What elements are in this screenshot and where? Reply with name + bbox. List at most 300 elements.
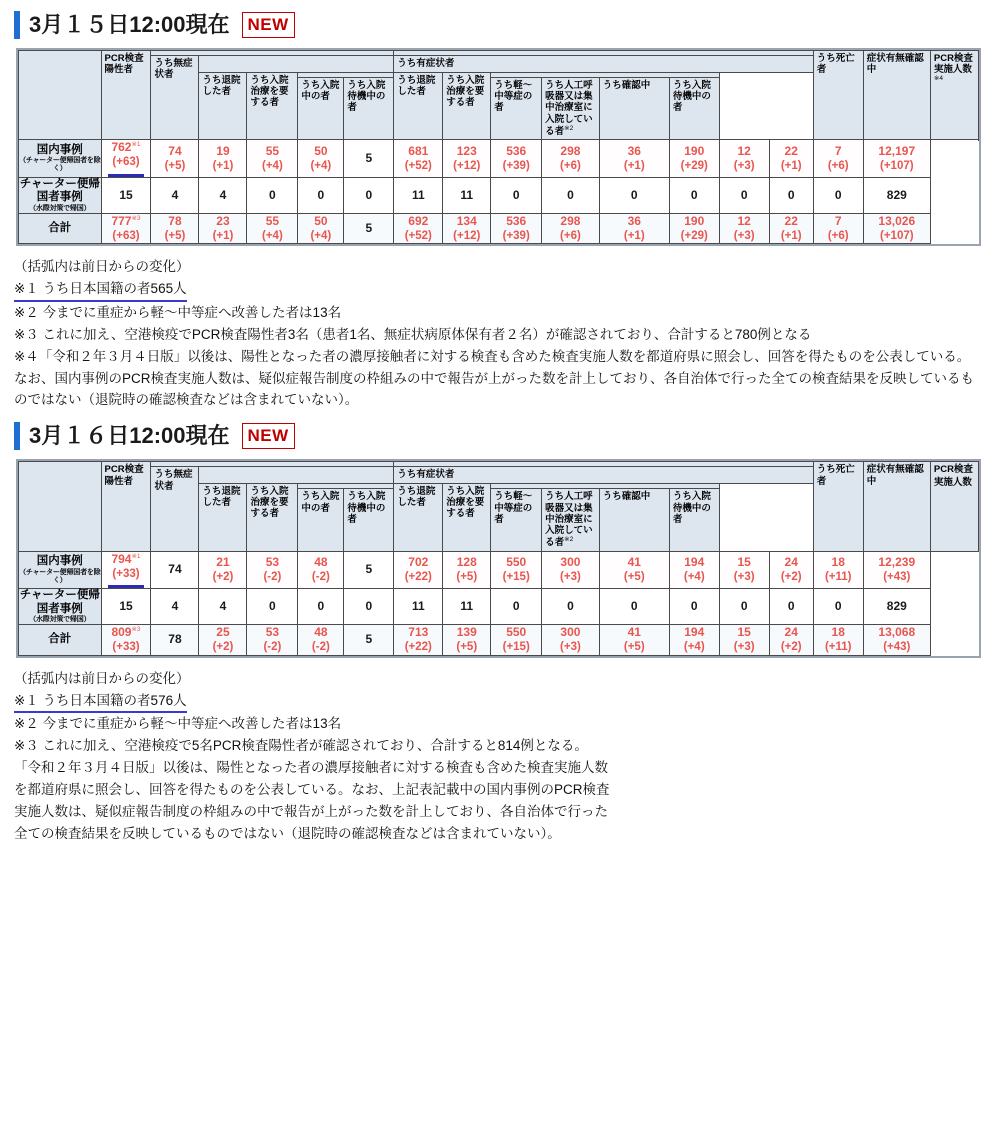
data-cell [151,588,199,624]
cell-number: 13,026 [878,213,916,228]
new-badge: NEW [242,423,295,449]
data-cell [719,177,769,213]
cell-value [394,214,442,229]
data-cell [247,625,298,655]
header-sym-mild-label: うち軽～中等症の者 [494,79,533,114]
data-cell [394,140,443,177]
header-asym-inpatient-label: うち入院治療を要する者 [250,485,289,520]
cell-delta: (+22) [404,571,432,583]
data-cell [813,588,863,624]
cell-value [247,555,297,570]
data-cell [101,551,151,588]
cell-number: 36 [627,143,641,158]
cell-number: 12,239 [878,555,916,569]
cell-value [670,599,719,614]
header-sym-severe-footnote-marker: ※2 [564,124,574,132]
cell-value [443,144,490,159]
cell-number: 0 [690,187,698,202]
data-cell [719,213,769,243]
header-sym-discharged-label: うち退院した者 [397,485,436,509]
header-pcr-tested-label: PCR検査実施人数 [933,53,973,76]
header-sym-inpatient [443,72,491,140]
cell-value [344,632,393,647]
cell-value [298,599,343,614]
cell-value [102,188,151,203]
row-label-total [19,625,102,655]
cell-delta: (+2) [212,641,234,654]
cell-number: 53 [265,555,280,569]
cell-number: 48 [314,555,328,569]
cell-value [720,599,769,614]
data-cell [599,177,669,213]
cell-value [770,599,813,614]
cell-number: 74 [168,143,182,158]
data-cell [491,551,542,588]
data-cell [813,177,863,213]
data-cell [199,140,247,177]
data-cell [719,551,769,588]
header-sym-checking-label: うち確認中 [602,491,651,503]
cell-value [394,625,442,640]
cell-delta: (+6) [560,159,581,172]
data-cell [669,551,719,588]
cell-value [670,625,719,640]
cell-number: 0 [834,599,842,614]
cell-value [443,555,490,570]
cell-number: 702 [408,555,429,569]
cell-value [151,632,198,647]
cell-number: 0 [567,599,574,614]
header-deaths [813,51,863,140]
header-pcr-positive [101,51,151,140]
cell-number: 50 [314,143,328,158]
data-cell [344,177,394,213]
row-label-domestic [19,551,102,588]
cell-value [670,214,719,229]
header-sym-severe-footnote-marker: ※2 [564,536,574,544]
header-asym-sub-blank [199,56,394,73]
cell-number: 19 [216,143,230,158]
header-deaths-label: うち死亡者 [816,53,855,76]
row-label-main: 国内事例 [36,554,83,567]
data-cell [863,177,930,213]
cell-number: 0 [317,187,325,202]
row-label-sub: （チャーター便帰国者を除く） [19,157,101,173]
data-cell [542,551,600,588]
cell-value [864,599,930,614]
header-pcr-positive-label: PCR検査陽性者 [104,464,144,487]
cell-number: 13,068 [878,625,916,640]
cell-delta: (+1) [780,159,802,172]
row-label-main: チャーター便帰国者事例 [19,177,100,204]
data-cell [863,551,930,588]
cell-delta: (+11) [824,571,852,583]
cell-delta: (+6) [560,229,581,242]
cell-value [670,144,719,159]
header-asym-hospitalized-label: うち入院中の者 [301,491,340,514]
cell-number: 36 [627,213,641,228]
cell-value [670,188,719,203]
cell-number: 0 [787,187,795,202]
header-sym-inpatient [443,483,491,551]
cell-number: 5 [365,221,373,236]
cell-delta: (+39) [502,159,530,172]
cell-number: 794 [111,551,132,566]
header-unconfirmed-label: 症状有無確認中 [866,464,924,487]
cell-number: 0 [690,599,698,614]
cell-delta: (-2) [311,641,330,654]
cell-delta: (+3) [733,229,755,242]
data-cell [101,140,151,177]
footnote-line: （括弧内は前日からの変化） [14,259,190,275]
cell-number: 0 [630,599,638,614]
header-corner-blank [19,51,102,140]
cell-value [720,555,769,570]
header-unconfirmed [863,51,930,140]
header-corner-blank [19,462,102,551]
data-cell [669,140,719,177]
cell-delta: (+4) [310,159,332,172]
data-cell [394,213,443,243]
cell-value [344,188,393,203]
cell-number: 0 [269,187,276,202]
data-cell [669,625,719,655]
data-cell [247,588,298,624]
cell-delta: (+1) [212,159,234,172]
stats-table-wrapper-mar15 [16,48,981,246]
data-cell [199,625,247,655]
cell-delta: (+1) [212,229,234,242]
cell-number: 15 [119,187,133,202]
cell-delta: (+11) [824,641,852,654]
cell-number: 829 [886,599,907,614]
footnote-line: （括弧内は前日からの変化） [14,670,190,686]
cell-value [443,214,490,229]
data-cell [542,588,600,624]
cell-number: 24 [784,555,798,569]
cell-number: 0 [834,187,842,202]
header-sym-discharged-label: うち退院した者 [397,74,436,97]
cell-number: 4 [219,187,227,202]
data-cell [813,625,863,655]
cell-number: 300 [560,555,581,569]
row-label-sub: （水際対策で帰国） [29,205,91,213]
cell-number: 0 [740,599,748,614]
data-cell [443,588,491,624]
data-cell [769,625,813,655]
cell-delta: (-2) [311,571,330,583]
header-deaths [813,462,863,551]
cell-value [443,188,490,203]
cell-number: 15 [119,599,133,614]
cell-value [102,140,151,155]
data-cell [298,588,344,624]
header-asym-waiting-label: うち入院待機中の者 [347,79,386,114]
data-cell [599,551,669,588]
cell-delta: (+29) [680,159,708,172]
table-body [19,551,979,655]
footnote-line: を都道府県に照会し、回答を得たものを公表している。なお、上記表記載中の国内事例のPCR検査 [14,781,610,797]
header-deaths-label: うち死亡者 [816,464,855,487]
header-asym-discharged [199,72,247,140]
cell-footnote-marker: ※1 [131,141,141,149]
cell-number: 7 [834,213,842,228]
cell-number: 0 [269,599,276,614]
cell-value [814,625,863,640]
cell-value [247,188,297,203]
cell-number: 11 [411,187,425,202]
page-title: 3月１６日12:00現在 [29,423,230,449]
cell-value [814,188,863,203]
cell-value [344,151,393,166]
data-cell [863,140,930,177]
cell-value [491,144,541,159]
cell-value [491,625,541,640]
row-label-main: 合計 [48,221,72,234]
cell-delta: (+3) [560,571,581,583]
cell-delta: (+12) [453,159,481,172]
cell-number: 298 [560,143,581,158]
cell-value [491,188,541,203]
cell-delta: (+6) [827,159,849,172]
data-cell [599,588,669,624]
cell-value [102,599,151,614]
data-cell [719,140,769,177]
header-asymptomatic [151,467,199,551]
cell-number: 0 [512,599,520,614]
cell-delta: (+63) [112,156,140,169]
data-cell [443,551,491,588]
cell-number: 12 [737,143,751,158]
cell-footnote-marker: ※3 [131,214,141,222]
cell-delta: (+15) [502,571,530,583]
header-symptomatic-label: うち有症状者 [397,58,455,69]
cell-value [298,214,343,229]
cell-delta: (+3) [733,641,755,654]
header-asym-sub-blank [199,467,394,484]
cell-delta: (+3) [560,641,581,654]
cell-number: 0 [365,599,373,614]
cell-delta: (-2) [263,571,282,583]
cell-delta: (+4) [683,641,705,654]
table-row [19,213,979,243]
cell-number: 0 [740,187,748,202]
data-cell [151,177,199,213]
section-heading-mar16 [0,419,993,453]
data-cell [344,140,394,177]
data-cell [669,177,719,213]
cell-number: 0 [317,599,325,614]
header-pcr-positive [101,462,151,551]
data-cell [599,213,669,243]
cell-number: 298 [560,213,581,228]
cell-number: 550 [506,555,527,569]
cell-delta: (+3) [733,571,755,583]
cell-delta: (+1) [623,229,645,242]
header-asym-discharged-label: うち退院した者 [202,74,241,97]
cell-delta: (-2) [263,641,282,654]
stats-table-wrapper-mar16 [16,459,981,657]
data-cell [151,213,199,243]
cell-number: 762 [111,140,132,155]
cell-value [247,599,297,614]
header-asym-waiting [344,489,394,551]
data-cell [769,551,813,588]
header-unconfirmed-label: 症状有無確認中 [866,53,924,76]
data-cell [542,140,600,177]
data-cell [669,213,719,243]
data-cell [344,588,394,624]
cell-value [344,599,393,614]
cell-number: 4 [171,599,179,614]
cell-value [864,555,930,570]
data-cell [599,625,669,655]
cell-number: 681 [408,143,429,158]
cell-delta: (+1) [780,229,802,242]
header-sym-mild [491,77,542,139]
data-cell [298,625,344,655]
cell-delta: (+4) [262,159,283,172]
cell-delta: (+107) [880,159,914,172]
cell-number: 55 [265,213,280,228]
cell-number: 78 [168,632,182,647]
cell-delta: (+39) [502,229,530,242]
cell-value [298,188,343,203]
data-cell [863,213,930,243]
header-asymptomatic-label: うち無症状者 [154,58,193,81]
cell-number: 0 [512,187,520,202]
row-label-total [19,213,102,243]
cell-footnote-marker: ※1 [131,552,141,560]
data-cell [298,551,344,588]
cell-number: 11 [411,599,425,614]
header-symptomatic [394,467,813,484]
cell-number: 809 [111,625,132,640]
footnote-underlined-text: ※１ うち日本国籍の者576人 [14,690,187,714]
cell-value [394,188,442,203]
cell-value [542,214,599,229]
cell-number: 190 [684,143,705,158]
cell-number: 0 [365,187,373,202]
cell-delta: (+33) [112,641,140,654]
table-header [19,51,979,140]
cell-delta: (+15) [502,641,530,654]
cell-value [394,144,442,159]
cell-number: 7 [834,143,842,158]
cell-number: 5 [365,150,373,165]
cell-value [720,214,769,229]
cell-value [344,221,393,236]
stats-table-mar16 [18,461,979,655]
data-cell [151,551,199,588]
cell-value [491,555,541,570]
cell-delta: (+43) [883,641,911,654]
cell-number: 190 [684,213,705,228]
cell-value [199,188,246,203]
cell-number: 123 [456,143,477,158]
cell-number: 21 [216,555,230,569]
data-cell [491,588,542,624]
data-cell [394,177,443,213]
header-asym-inpatient [247,483,298,551]
cell-value [720,144,769,159]
cell-number: 194 [684,555,705,569]
cell-number: 18 [831,625,845,640]
header-pcr-tested [930,462,978,551]
data-cell [298,213,344,243]
header-sym-discharged [394,72,443,140]
cell-number: 22 [784,213,798,228]
cell-value [720,625,769,640]
cell-number: 0 [567,187,574,202]
cell-delta: (+2) [780,571,802,583]
cell-value [600,625,669,640]
cell-delta: (+63) [112,229,140,242]
table-header [19,462,979,551]
cell-value [670,555,719,570]
footnote-line: 全ての検査結果を反映しているものではない（退院時の確認検査などは含まれていない）。 [14,825,561,841]
cell-number: 15 [737,555,751,569]
stats-table-mar15 [18,50,979,244]
cell-value [770,625,813,640]
cell-value [443,599,490,614]
footnote-line: ※４「令和２年３月４日版」以後は、陽性となった者の濃厚接触者に対する検査も含めた検査実施人数を都道府県に照会し、回答を得たものを公表している。なお、国内事例のPCR検査実施人数は、疑似症報告制度の枠組みの中で報告が上がった数を計上しており、各自治体で行った全ての検査結果を反映しているものではない（退院時の確認検査などは含まれていない）。 [14,348,975,408]
cell-value [151,144,198,159]
data-cell [247,177,298,213]
data-cell [813,140,863,177]
cell-number: 536 [506,143,527,158]
cell-value [600,555,669,570]
data-cell [863,588,930,624]
cell-number: 128 [456,555,477,569]
cell-number: 829 [886,187,907,202]
footnote-line: 実施人数は、疑似症報告制度の枠組みの中で報告が上がった数を計上しており、各自治体で行った [14,803,608,819]
header-asym-inpatient-label: うち入院治療を要する者 [250,74,289,108]
cell-number: 25 [216,625,230,640]
footnote-line: ※３ これに加え、空港検疫で5名PCR検査陽性者が確認されており、合計すると814例となる。 [14,738,588,754]
header-asym-hospitalized [298,77,344,139]
cell-number: 300 [560,625,581,640]
cell-number: 139 [456,625,477,640]
cell-value [491,599,541,614]
cell-delta: (+5) [456,641,478,654]
table-body [19,140,979,244]
header-sym-severe [542,77,600,139]
cell-value [720,188,769,203]
header-sym-inpatient-label: うち入院治療を要する者 [446,74,485,108]
cell-value [600,188,669,203]
new-badge: NEW [242,12,295,38]
footnote-line [14,690,993,714]
cell-delta: (+2) [212,571,234,583]
cell-value [600,214,669,229]
header-asym-hospitalized [298,489,344,551]
data-cell [542,625,600,655]
cell-value [102,625,151,640]
data-cell [394,625,443,655]
footnote-line: ※２ 今までに重症から軽～中等症へ改善した者は13名 [14,305,342,321]
header-asym-inpatient [247,72,298,140]
cell-delta: (+52) [404,159,432,172]
cell-number: 11 [460,599,474,614]
data-cell [443,213,491,243]
data-cell [769,213,813,243]
cell-delta: (+12) [453,229,481,242]
page-title: 3月１５日12:00現在 [29,12,230,37]
row-label-charter [19,588,102,624]
cell-number: 48 [314,625,328,640]
cell-value [394,599,442,614]
